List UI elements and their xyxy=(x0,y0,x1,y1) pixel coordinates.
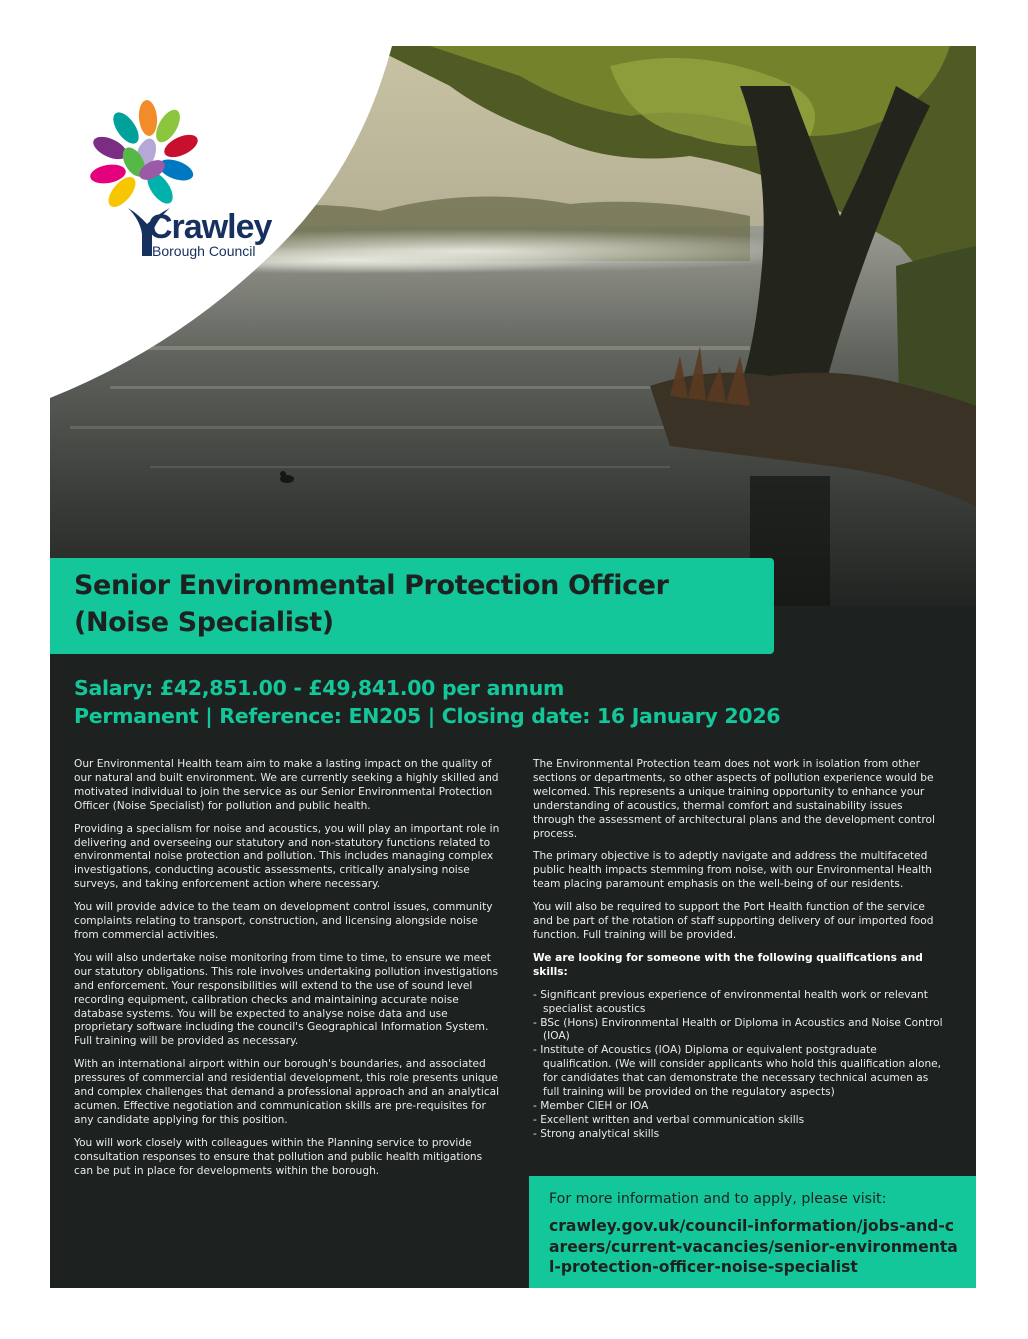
apply-link[interactable]: crawley.gov.uk/council-information/jobs-and-careers/current-vacancies/senior-environmental-protection-officer-noise-specialist xyxy=(549,1217,958,1276)
logo-wordmark: Crawley xyxy=(148,208,272,246)
list-item: - Strong analytical skills xyxy=(533,1128,945,1142)
paragraph: You will also be required to support the Port Health function of the service and be part of the rotation of staff supporting delivery of our imported food function. Full training will be provided. xyxy=(533,901,934,941)
list-item: - Institute of Acoustics (IOA) Diploma or equivalent postgraduate qualification. (We will consider applicants who hold this qualification alone, for candidates that can demonstrate the necessary technical acumen as full training will be provided on the regulatory aspects) xyxy=(533,1044,945,1100)
paragraph: With an international airport within our borough's boundaries, and associated pressures of commercial and residential development, this role presents unique and complex challenges that demand a professional approach and an analytical acumen. Effective negotiation and communication skills are pre-requisites for any candidate applying for this position. xyxy=(74,1058,500,1126)
qualifications-list xyxy=(533,989,945,1142)
salary-line: Salary: £42,851.00 - £49,841.00 per annum xyxy=(74,676,565,700)
job-title: Senior Environmental Protection Officer (Noise Specialist) xyxy=(74,570,669,638)
paragraph: You will also undertake noise monitoring from time to time, to ensure we meet our statutory obligations. This role involves undertaking pollution investigations and enforcement. Your responsibilities will extend to the use of sound level recording equipment, calibration checks and maintaining accurate noise database systems. You will be expected to analyse noise data and use proprietary software including the council's Geographical Information System. Full training will be provided as necessary. xyxy=(74,951,499,1048)
paragraph: You will work closely with colleagues within the Planning service to provide consultation responses to ensure that pollution and public health mitigations can be put in place for developments within the borough. xyxy=(74,1136,483,1177)
apply-box xyxy=(529,1176,976,1288)
left-column xyxy=(74,758,500,1187)
title-banner xyxy=(50,558,774,654)
logo-subtitle: Borough Council xyxy=(152,243,256,259)
list-item: - BSc (Hons) Environmental Health or Diploma in Acoustics and Noise Control (IOA) xyxy=(533,1017,945,1045)
list-item: - Member CIEH or IOA xyxy=(533,1100,945,1114)
paragraph: Providing a specialism for noise and acoustics, you will play an important role in delivering and overseeing our statutory and non-statutory functions related to environmental noise protection and pollution. This includes managing complex investigations, conducting acoustic assessments, critically analysing noise surveys, and taking enforcement action where necessary. xyxy=(74,822,500,891)
salary-block xyxy=(74,674,954,730)
list-item: - Excellent written and verbal communication skills xyxy=(533,1114,945,1128)
apply-lead-text: For more information and to apply, please visit: xyxy=(549,1191,887,1207)
details-line: Permanent | Reference: EN205 | Closing date: 16 January 2026 xyxy=(74,704,781,728)
paragraph: You will provide advice to the team on development control issues, community complaints relating to transport, construction, and licensing alongside noise from commercial activities. xyxy=(74,901,493,941)
right-column xyxy=(533,758,945,1142)
paragraph: Our Environmental Health team aim to make a lasting impact on the quality of our natural and built environment. We are currently seeking a highly skilled and motivated individual to join the service as our Senior Environmental Protection Officer (Noise Specialist) for pollution and public health. xyxy=(74,758,499,812)
paragraph: The Environmental Protection team does not work in isolation from other sections or departments, so other aspects of pollution experience would be welcomed. This represents a unique training opportunity to enhance your understanding of acoustics, thermal comfort and sustainability issues through the assessment of architectural plans and the development control process. xyxy=(533,758,935,840)
qualifications-heading: We are looking for someone with the following qualifications and skills: xyxy=(533,951,923,978)
paragraph: The primary objective is to adeptly navigate and address the multifaceted public health impacts stemming from noise, with our Environmental Health team placing paramount emphasis on the well-being of our residents. xyxy=(533,850,932,891)
list-item: - Significant previous experience of environmental health work or relevant specialist acoustics xyxy=(533,989,945,1017)
